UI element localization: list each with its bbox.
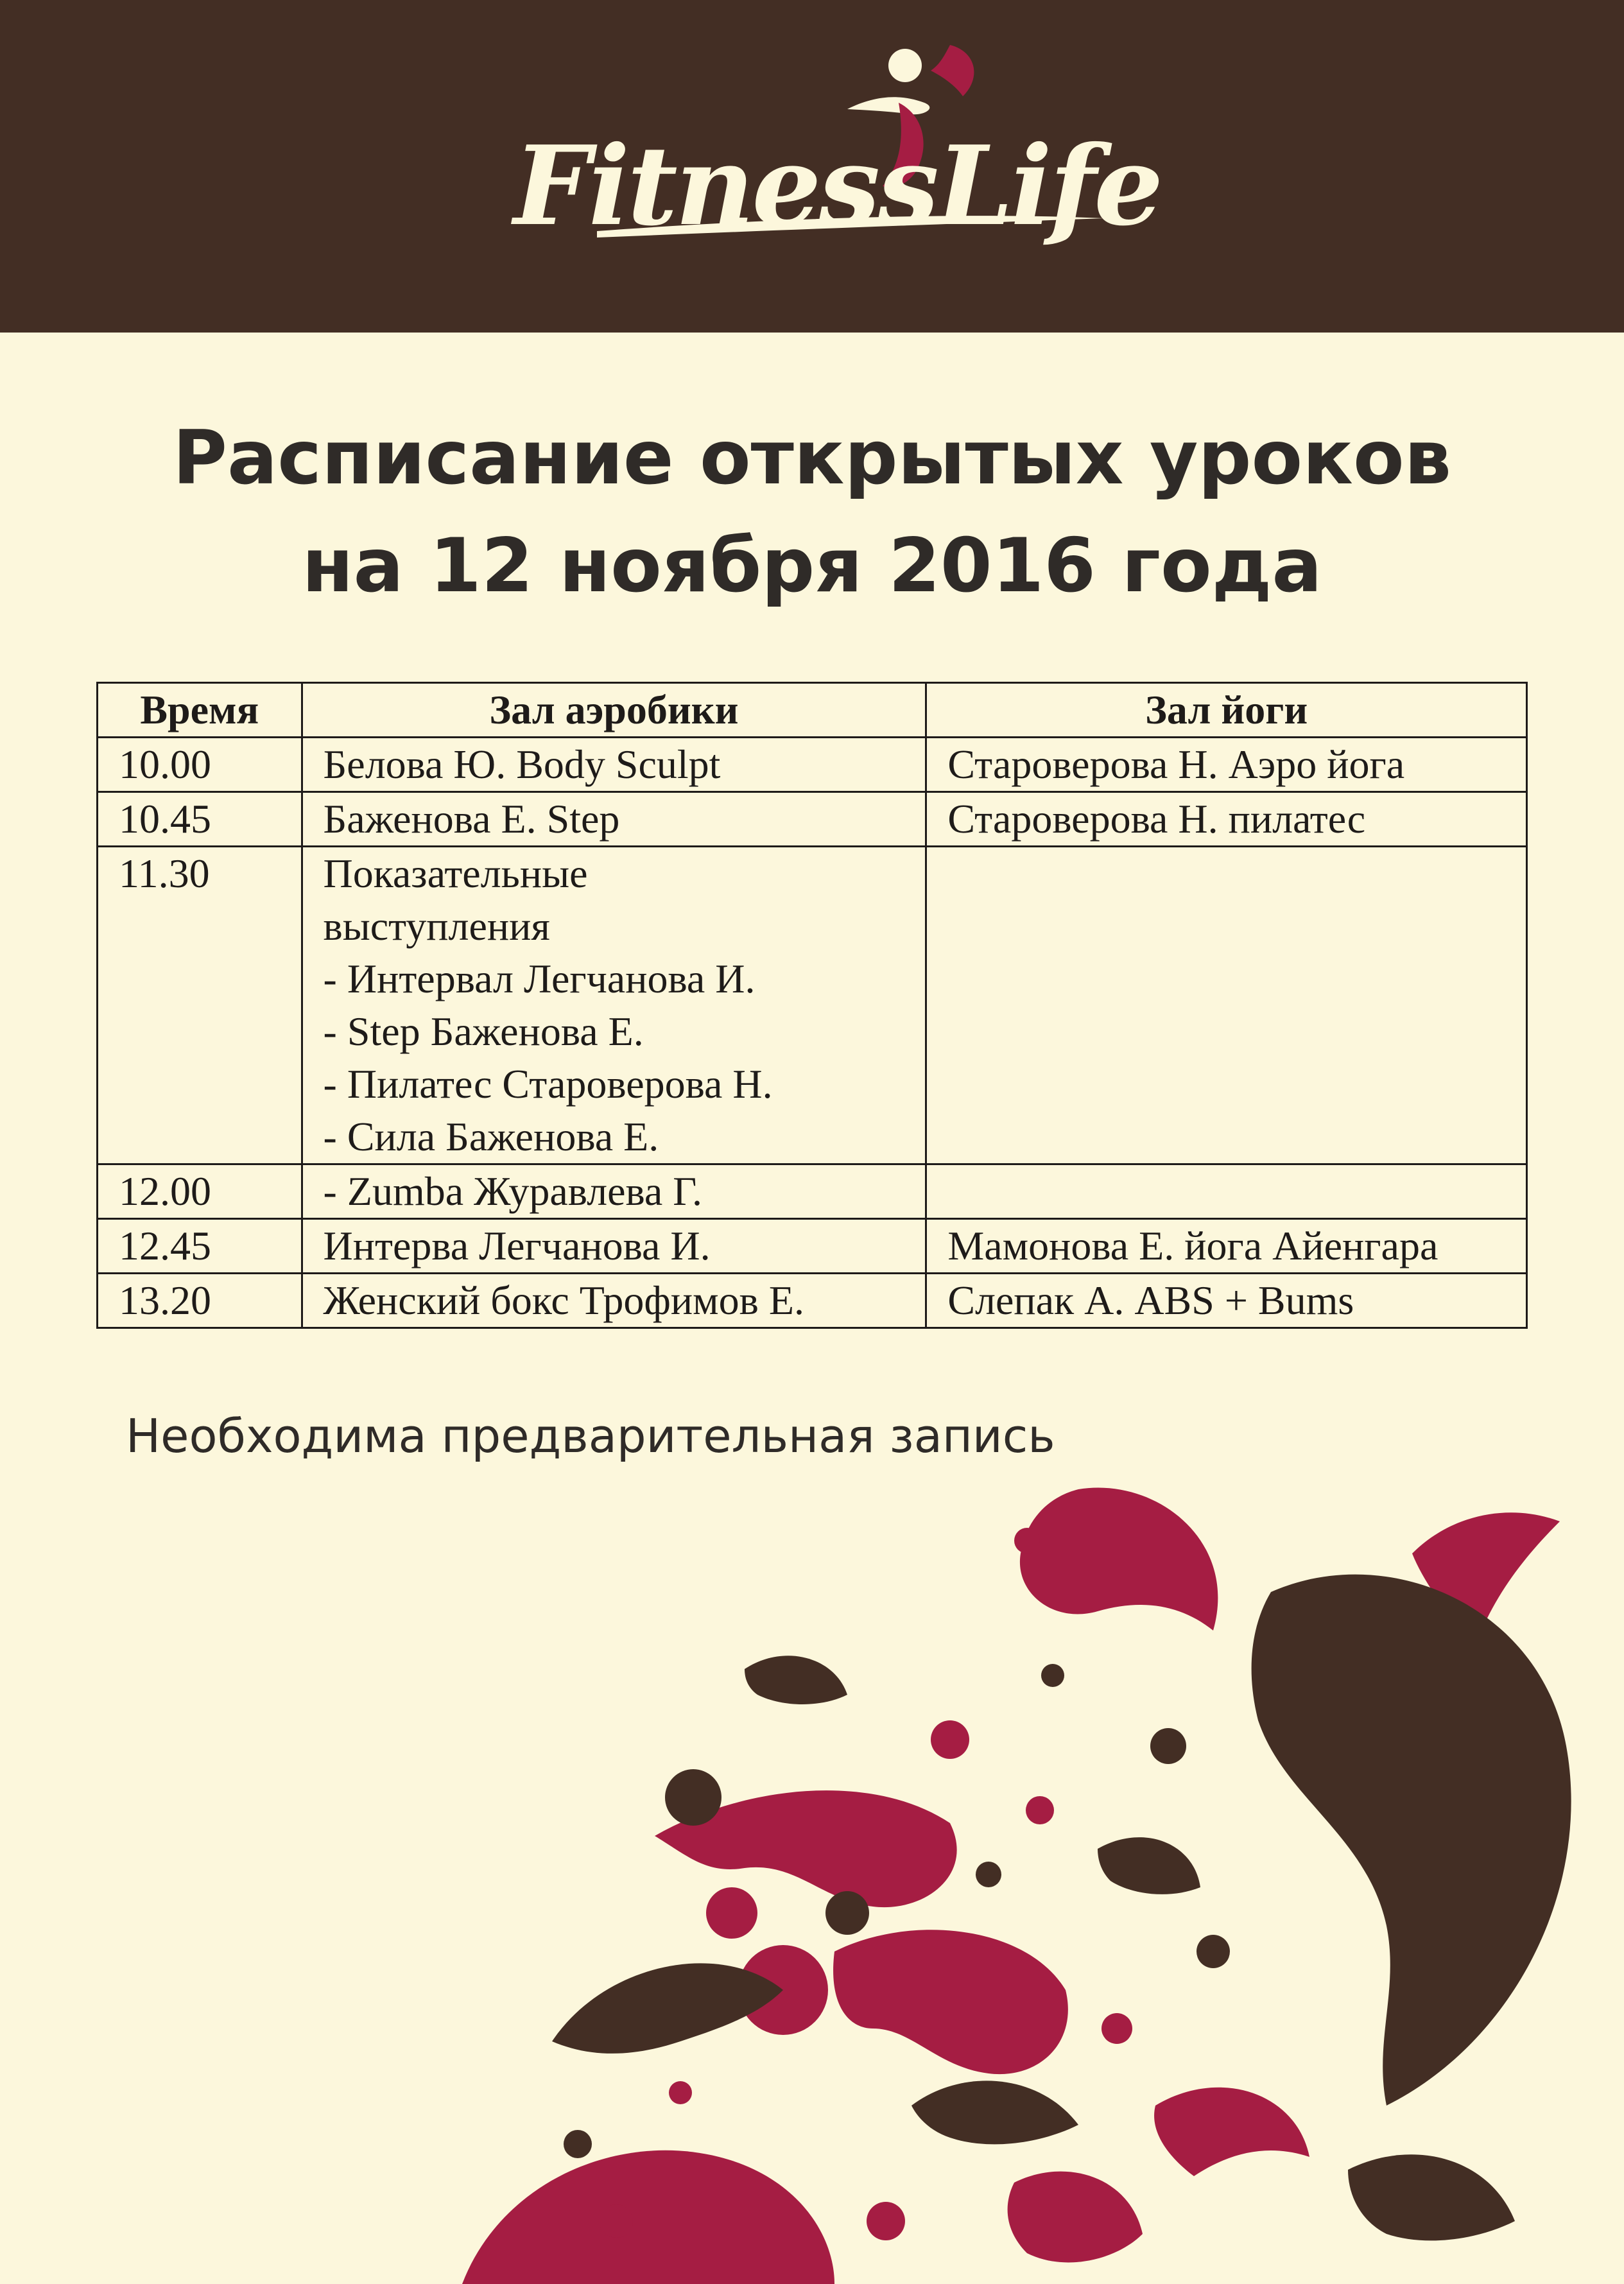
aerobics-line: - Интервал Легчанова И.	[323, 956, 756, 1001]
aerobics-cell	[302, 1219, 926, 1274]
aerobics-line: выступления	[323, 903, 550, 949]
table-row	[98, 847, 1527, 1164]
aerobics-line: Показательные	[323, 851, 588, 896]
time-cell: 11.30	[98, 847, 302, 1164]
page-title	[0, 404, 1624, 620]
yoga-cell: Слепак А. ABS + Bums	[926, 1274, 1527, 1328]
time-cell: 10.45	[98, 792, 302, 847]
header-yoga: Зал йоги	[926, 683, 1527, 738]
time-cell: 13.20	[98, 1274, 302, 1328]
aerobics-line: Баженова Е. Step	[323, 796, 620, 842]
header-banner	[0, 0, 1624, 333]
table-row	[98, 792, 1527, 847]
yoga-cell: Мамонова Е. йога Айенгара	[926, 1219, 1527, 1274]
schedule-table	[96, 682, 1528, 1329]
table-row	[98, 1164, 1527, 1219]
table-row	[98, 738, 1527, 792]
aerobics-cell	[302, 847, 926, 1164]
yoga-cell	[926, 1164, 1527, 1219]
aerobics-line: Белова Ю. Body Sculpt	[323, 741, 721, 787]
aerobics-cell	[302, 792, 926, 847]
time-cell: 12.00	[98, 1164, 302, 1219]
aerobics-line: - Сила Баженова Е.	[323, 1114, 659, 1159]
header-aerobics: Зал аэробики	[302, 683, 926, 738]
time-cell: 12.45	[98, 1219, 302, 1274]
aerobics-line: - Пилатес Староверова Н.	[323, 1061, 773, 1107]
header-time: Время	[98, 683, 302, 738]
schedule-body	[98, 738, 1527, 1328]
aerobics-line: - Step Баженова Е.	[323, 1008, 644, 1054]
table-header-row	[98, 683, 1527, 738]
aerobics-cell	[302, 1164, 926, 1219]
fitnesslife-logo	[514, 26, 1161, 315]
aerobics-cell	[302, 738, 926, 792]
floral-ornament	[385, 1464, 1624, 2284]
aerobics-line: Интерва Легчанова И.	[323, 1223, 711, 1268]
registration-note: Необходима предварительная запись	[126, 1409, 1055, 1463]
title-line-1: Расписание открытых уроков	[172, 415, 1452, 501]
aerobics-cell	[302, 1274, 926, 1328]
yoga-cell	[926, 847, 1527, 1164]
aerobics-line: - Zumba Журавлева Г.	[323, 1168, 703, 1214]
table-row	[98, 1274, 1527, 1328]
yoga-cell: Староверова Н. Аэро йога	[926, 738, 1527, 792]
time-cell: 10.00	[98, 738, 302, 792]
table-row	[98, 1219, 1527, 1274]
logo-wordmark: FitnessLife	[514, 122, 1161, 250]
aerobics-line: Женский бокс Трофимов Е.	[323, 1277, 804, 1323]
yoga-cell: Староверова Н. пилатес	[926, 792, 1527, 847]
title-line-2: на 12 ноября 2016 года	[302, 523, 1322, 609]
